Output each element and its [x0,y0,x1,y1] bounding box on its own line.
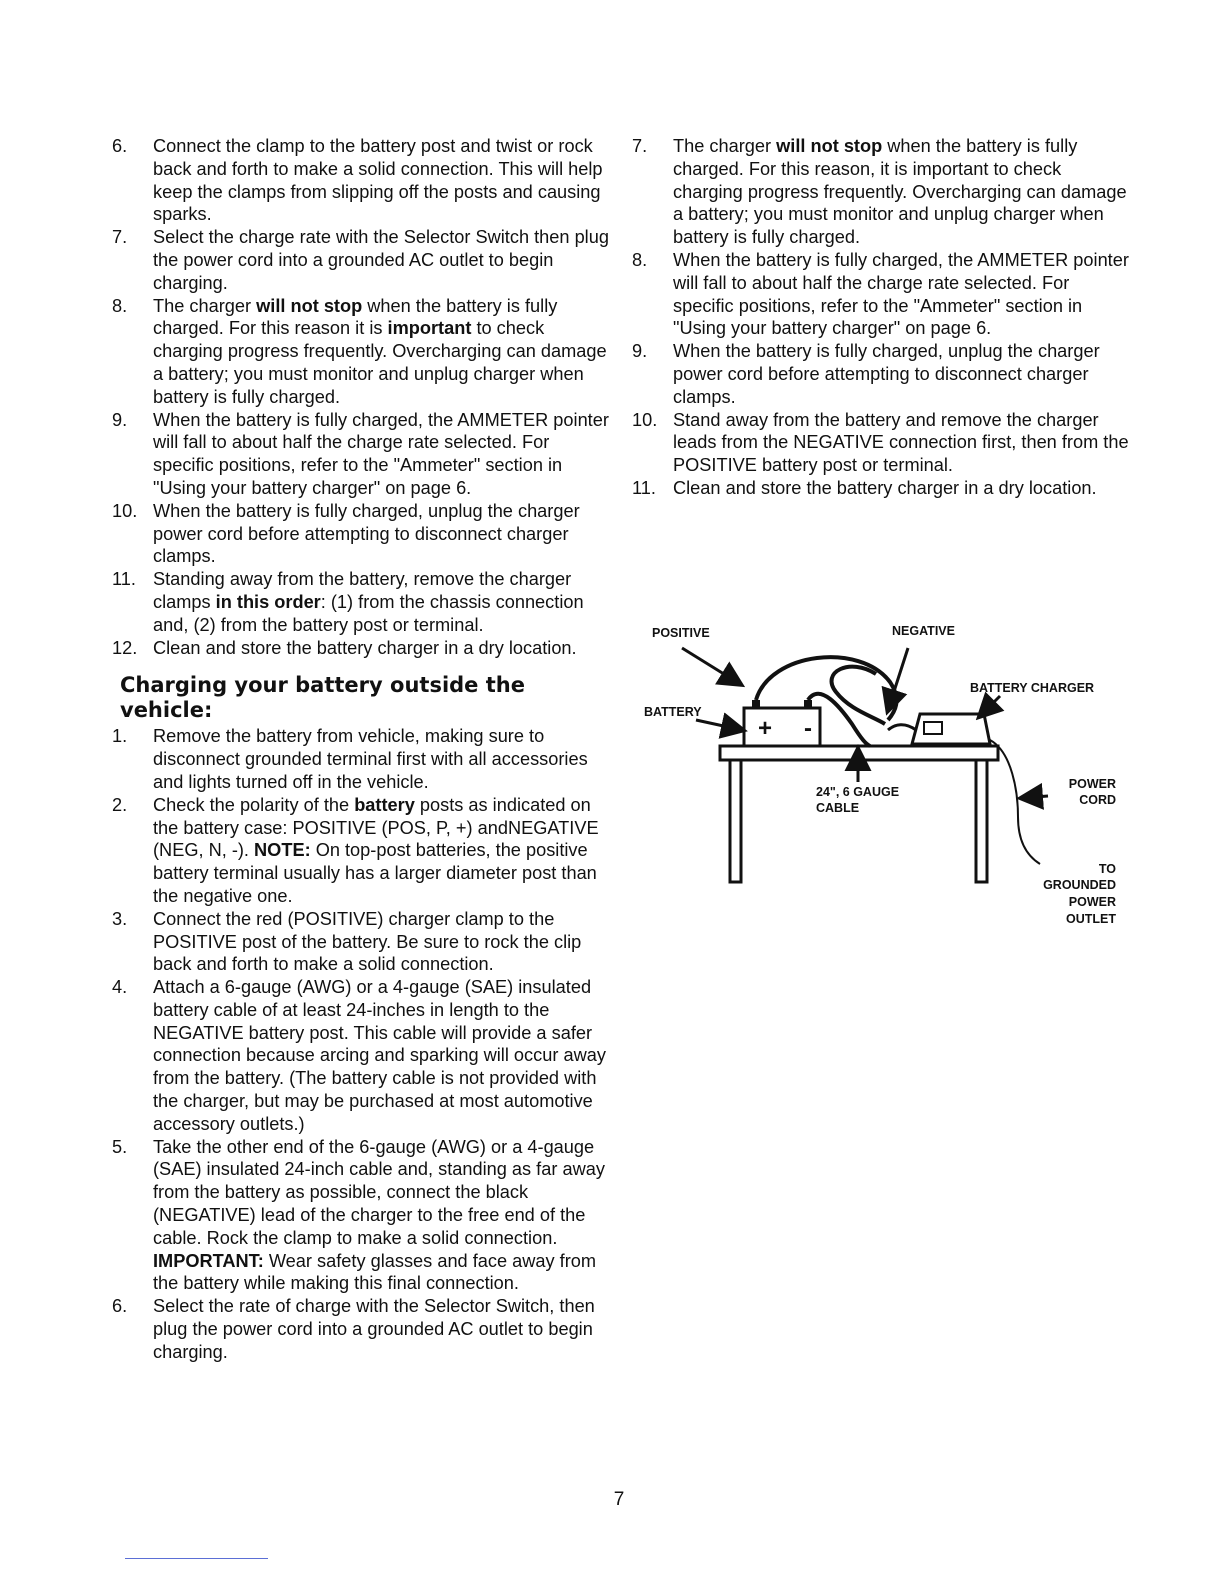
list-item-text [673,135,1132,249]
list-item-number: 7. [632,136,648,156]
text-segment: Attach a 6-gauge (AWG) or a 4-gauge (SAE) insulated battery cable of at least 24-inches in length to the NEGATIVE battery post. This cable will provide a safer connection because arcing and sparking will occur away from the battery. (The battery cable is not provided with the charger, but may be purchased at most automotive accessory outlets.) [153,977,606,1134]
list-item-number: 12. [112,637,138,658]
text-segment: Remove the battery from vehicle, making sure to disconnect grounded terminal first with all accessories and lights turned off in the vehicle. [153,726,588,792]
list-item-number: 1. [112,726,128,747]
text-segment: Select the rate of charge with the Selector Switch, then plug the power cord into a grounded AC outlet to begin charging. [153,1296,595,1362]
list-item-text [153,725,612,793]
list-item-number: 8. [632,249,648,270]
list-item-number: 6. [112,1296,128,1317]
text-segment: Check the polarity of the [153,794,355,815]
emphasis-text: in this order [215,591,321,612]
list-item-number: 9. [112,409,128,430]
list-item-text [153,409,612,500]
text-segment: Select the charge rate with the Selector Switch then plug the power cord into a grounded AC outlet to begin charging. [153,227,609,293]
list-item [112,908,612,976]
text-segment: When the battery is fully charged, the AMMETER pointer will fall to about half the charge rate selected. For specific positions, refer to the "Ammeter" section in "Using your battery charger" on page 6. [673,249,1129,339]
list-item [632,249,1132,340]
left-list-outside-vehicle [112,725,612,1363]
list-item-number: 8. [112,295,128,316]
list-item-number: 9. [632,341,648,362]
emphasis-text: NOTE: [254,840,311,861]
list-item [632,340,1132,408]
emphasis-text: will not stop [776,136,883,156]
cable-label-line2: CABLE [816,801,860,815]
charging-diagram [640,612,1130,942]
text-segment: The charger [153,295,257,316]
list-item [112,500,612,568]
text-segment: Connect the red (POSITIVE) charger clamp to the POSITIVE post of the battery. Be sure to rock the clip back and forth to make a solid connection. [153,908,582,975]
list-item-text [673,340,1132,408]
list-item [112,976,612,1136]
positive-label: POSITIVE [652,626,710,640]
text-segment: Connect the clamp to the battery post and twist or rock back and forth to make a solid connection. This will help keep the clamps from slipping off the posts and causing sparks. [153,136,603,225]
list-item [112,409,612,500]
list-item-number: 7. [112,227,128,248]
outlet-label-line4: OUTLET [1066,912,1116,926]
text-segment: When the battery is fully charged, the AMMETER pointer will fall to about half the charge rate selected. For specific positions, refer to the "Ammeter" section in "Using your battery charger" on page 6. [153,409,609,498]
charger-arrow [980,696,1000,716]
power-cord-label-line2: CORD [1079,793,1116,807]
battery-label: BATTERY [644,705,702,719]
text-segment: When the battery is fully charged, unplug the charger power cord before attempting to disconnect charger clamps. [673,341,1100,407]
list-item-number: 6. [112,136,128,156]
outlet-label-line1: TO [1098,862,1116,876]
list-item-text [153,637,612,660]
list-item [112,1136,612,1296]
battery-charger-label: BATTERY CHARGER [970,681,1095,695]
text-segment: Clean and store the battery charger in a dry location. [153,637,577,658]
left-column [112,135,612,1364]
battery-post-negative [804,700,812,708]
text-segment: Clean and store the battery charger in a dry location. [673,477,1097,498]
charger-leads [888,725,916,730]
table-leg-left [730,760,741,882]
list-item-text [153,295,612,409]
list-item-number: 5. [112,1136,128,1157]
negative-lead [832,667,885,724]
list-item-text [673,249,1132,340]
section-heading: Charging your battery outside the vehicle: [120,673,525,723]
negative-label: NEGATIVE [892,624,955,638]
list-item [112,226,612,294]
text-segment: Take the other end of the 6-gauge (AWG) or a 4-gauge (SAE) insulated 24-inch cable and, standing as far away from the battery as possible, connect the black (NEGATIVE) lead of the charger to the free end of the cable. Rock the clamp to make a solid connection. [153,1136,605,1248]
list-item [112,135,612,226]
list-item-number: 10. [632,409,658,430]
text-segment: When the battery is fully charged, unplug the charger power cord before attempting to disconnect charger clamps. [153,500,580,567]
positive-arrow [682,648,740,684]
list-item-text [153,568,612,636]
right-column [632,135,1132,500]
text-segment: Standing away from the battery, remove the charger clamps [153,569,572,612]
list-item-text [153,908,612,976]
list-item-number: 11. [632,477,656,498]
list-item [112,637,612,660]
emphasis-text: will not stop [256,295,363,316]
text-segment: when the battery is fully charged. For this reason, it is important to check charging progress frequently. Overcharging can damage a battery; you must monitor and unplug charger when battery is fully charged. [673,136,1127,248]
list-item-number: 3. [112,908,128,929]
list-item-text [673,477,1132,500]
text-segment: to check charging progress frequently. Overcharging can damage a battery; you must monitor and unplug charger when battery is fully charged. [153,318,607,407]
list-item [112,568,612,636]
list-item-text [673,409,1132,477]
list-item-text [153,1136,612,1296]
right-list [632,135,1132,500]
list-item-number: 11. [112,569,136,590]
text-segment: : (1) from the chassis connection and, (2) from the battery post or terminal. [153,591,584,635]
list-item-text [153,500,612,568]
list-item [632,135,1132,249]
table-leg-right [976,760,987,882]
list-item [112,1295,612,1363]
list-item-text [153,1295,612,1363]
battery-post-positive [752,700,760,708]
list-item [112,794,612,908]
emphasis-text: battery [354,794,415,815]
list-item [632,477,1132,500]
list-item-text [153,794,612,908]
battery-plus-sign: + [758,715,773,742]
text-segment: The charger [673,136,777,156]
text-segment: On top-post batteries, the positive battery terminal usually has a larger diameter post than the negative one. [153,840,597,906]
list-item-number: 2. [112,794,128,815]
outlet-label-line3: POWER [1068,895,1116,909]
page-number: 7 [613,1489,625,1510]
outlet-label-line2: GROUNDED [1043,878,1116,892]
list-item-text [153,135,612,226]
text-segment: posts as indicated on the battery case: POSITIVE (POS, P, +) andNEGATIVE (NEG, N, -). [153,794,599,861]
cable-label-line1: 24", 6 GAUGE [816,785,900,799]
list-item [112,725,612,793]
list-item-number: 10. [112,500,138,521]
footer-rule [125,1558,268,1559]
charger-ammeter [924,722,942,734]
power-cord-label-line1: POWER [1068,777,1116,791]
list-item-text [153,226,612,294]
emphasis-text: important [387,318,472,339]
left-list-continued [112,135,612,659]
battery-minus-sign: - [804,715,812,742]
text-segment: when the battery is fully charged. For this reason it is [153,295,558,339]
list-item [112,295,612,409]
list-item-text [153,976,612,1136]
list-item [632,409,1132,477]
text-segment: Stand away from the battery and remove the charger leads from the NEGATIVE connection first, then from the POSITIVE battery post or terminal. [673,409,1129,476]
battery-arrow [696,720,742,730]
emphasis-text: IMPORTANT: [153,1250,264,1271]
list-item-number: 4. [112,977,128,998]
text-segment: Wear safety glasses and face away from the battery while making this final connection. [153,1250,597,1294]
